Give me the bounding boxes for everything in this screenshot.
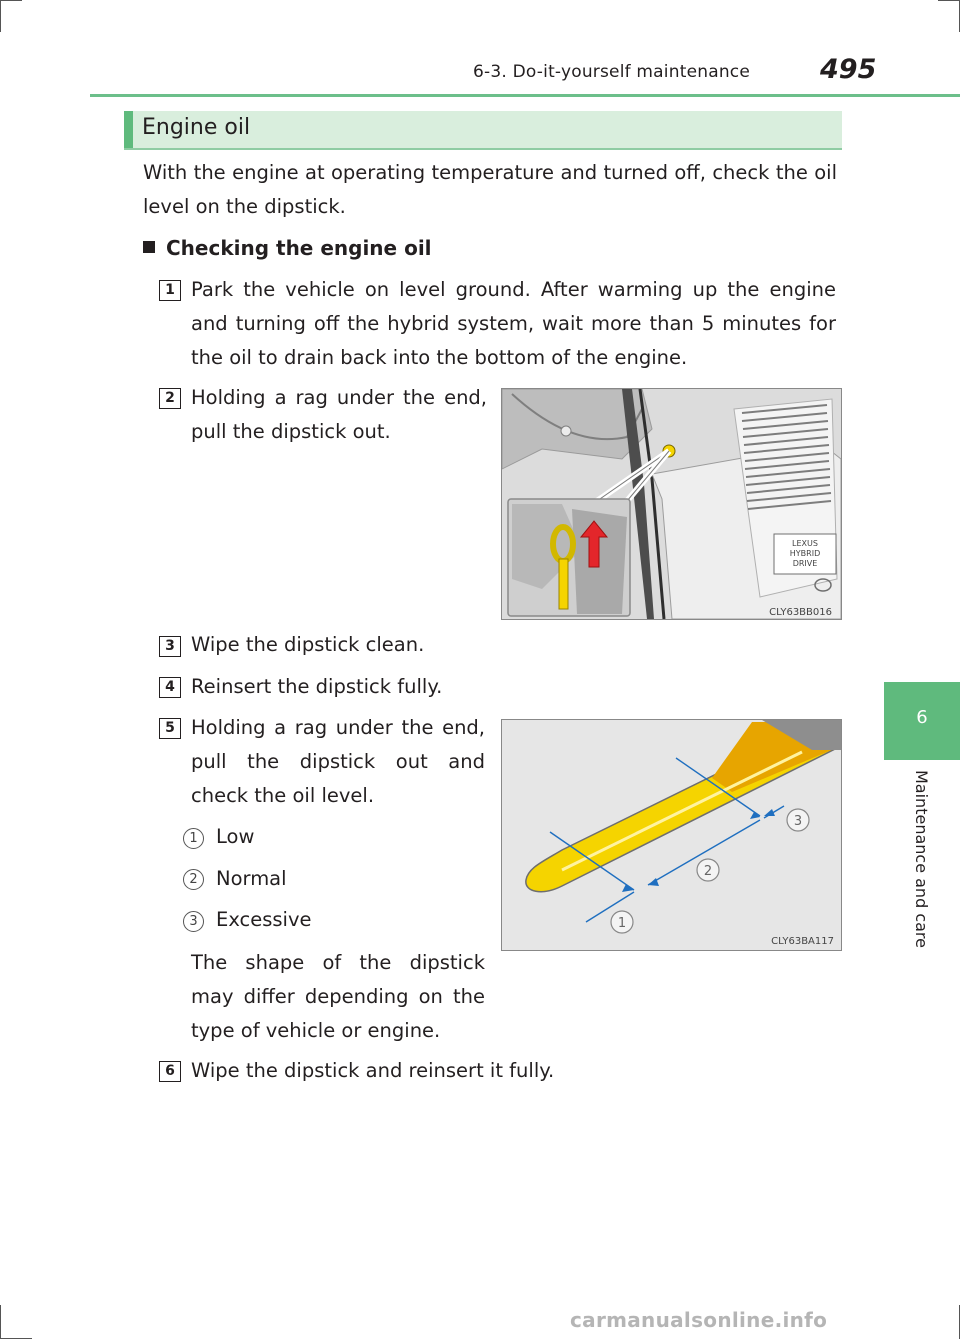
step-text: Holding a rag under the end, pull the dipstick out. <box>191 386 487 443</box>
figure-engine-dipstick-location <box>501 388 842 620</box>
step-badge: 1 <box>159 280 181 301</box>
intro-paragraph: With the engine at operating temperature and turned off, check the oil level on the dipstick. <box>143 161 837 218</box>
header-section-title: 6-3. Do-it-yourself maintenance <box>473 62 750 82</box>
step-badge: 3 <box>159 636 181 657</box>
section-title: Engine oil <box>142 115 251 140</box>
subheading-text: Checking the engine oil <box>166 236 432 260</box>
engine-illustration <box>502 389 841 619</box>
emblem-line: DRIVE <box>792 559 818 568</box>
emblem-line: HYBRID <box>789 549 821 558</box>
emblem-line: LEXUS <box>792 539 818 548</box>
page-number: 495 <box>820 54 877 85</box>
level-number: 2 <box>183 869 204 890</box>
crop-mark <box>0 1305 1 1339</box>
level-label: Low <box>216 825 255 848</box>
subheading <box>143 232 432 264</box>
dipstick-illustration <box>502 720 841 950</box>
level-number: 1 <box>183 828 204 849</box>
crop-mark <box>0 0 1 32</box>
header-rule <box>90 94 960 97</box>
level-label: Normal <box>216 867 287 890</box>
figure-dipstick-levels <box>501 719 842 951</box>
callout-number: 3 <box>793 814 803 829</box>
step-text: Wipe the dipstick clean. <box>191 633 425 656</box>
step-text: Park the vehicle on level ground. After warming up the engine and turning off the hybrid system, wait more than 5 minutes for the oil to drain back into the bottom of the engine. <box>191 278 836 369</box>
step-text: Holding a rag under the end, pull the dipstick out and check the oil level. <box>191 716 485 807</box>
step-text: Reinsert the dipstick fully. <box>191 675 443 698</box>
crop-mark <box>938 0 960 1</box>
step-badge: 5 <box>159 718 181 739</box>
chapter-side-label-text: Maintenance and care <box>912 770 931 948</box>
step-badge: 4 <box>159 677 181 698</box>
callout-number: 2 <box>703 864 713 879</box>
step-badge: 6 <box>159 1061 181 1082</box>
dipstick-shape-note: The shape of the dipstick may differ depending on the type of vehicle or engine. <box>191 951 485 1042</box>
step-text: Wipe the dipstick and reinsert it fully. <box>191 1059 555 1082</box>
chapter-side-label <box>909 770 935 960</box>
figure-code: CLY63BB016 <box>769 607 832 618</box>
section-rule <box>124 148 842 150</box>
callout-number: 1 <box>617 916 627 931</box>
crop-mark <box>0 0 22 1</box>
level-label: Excessive <box>216 908 312 931</box>
figure-code: CLY63BA117 <box>771 936 834 947</box>
square-bullet-icon <box>143 241 155 253</box>
step-badge: 2 <box>159 388 181 409</box>
watermark: carmanualsonline.info <box>570 1308 828 1332</box>
level-number: 3 <box>183 911 204 932</box>
chapter-tab-number: 6 <box>916 707 928 728</box>
